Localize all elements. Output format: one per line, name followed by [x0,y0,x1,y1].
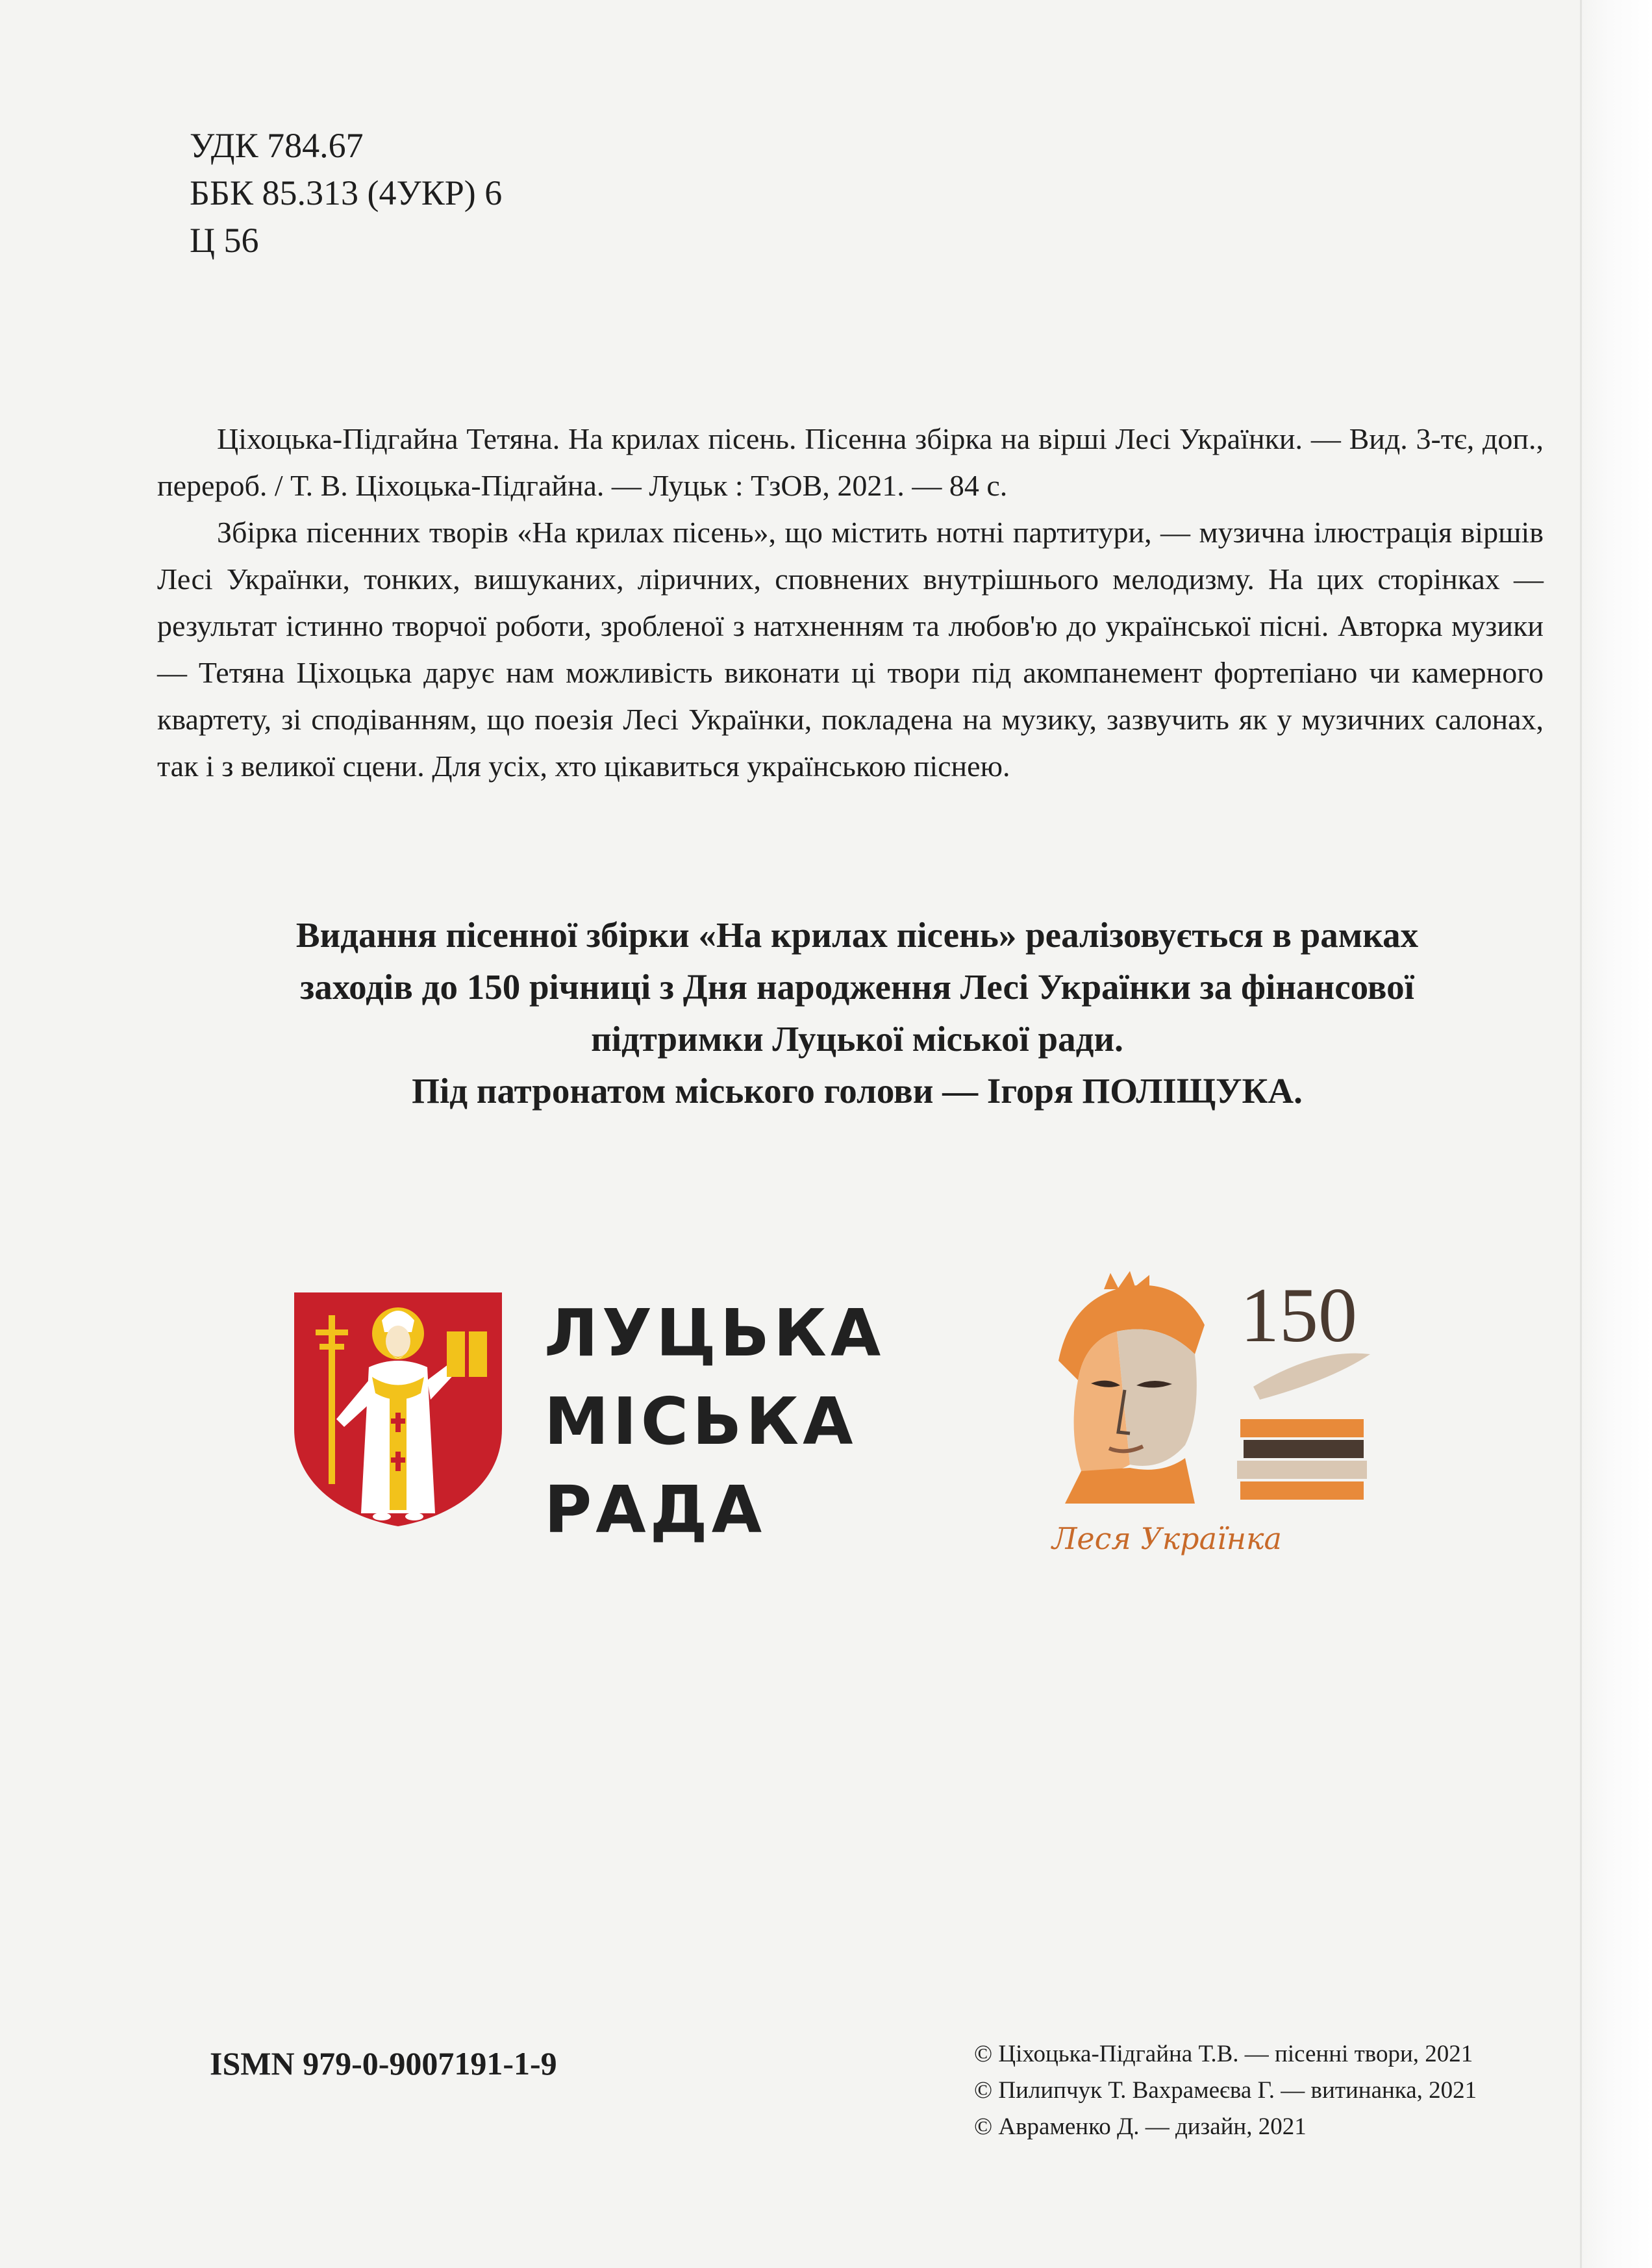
page-fold-line [1580,0,1582,2268]
page-edge [1581,0,1652,2268]
council-name-line-3: РАДА [544,1472,766,1548]
lesya-ukrainka-portrait-icon [1045,1270,1409,1556]
lesya-ukrainka-150-logo [1045,1270,1409,1559]
bibliographic-abstract [157,416,1544,790]
coat-of-arms-icon [291,1289,505,1530]
anniversary-number: 150 [1240,1272,1357,1358]
funding-line-2: заходів до 150 річниці з Дня народження Лесі Українки за фінансової [300,967,1414,1007]
copyright-line: © Пилипчук Т. Вахрамеєва Г. — витинанка, 2021 [974,2077,1477,2104]
copyright-block [974,2036,1477,2145]
funding-notice [172,909,1542,1117]
funding-line-3: підтримки Луцької міської ради. [591,1019,1123,1059]
council-name-line-2: МІСЬКА [544,1383,857,1459]
udk-code: УДК 784.67 [190,126,364,165]
patronage-line: Під патронатом міського голови — Ігоря ПОЛІЩУКА. [412,1071,1303,1111]
copyright-line: © Ціхоцька-Підгайна Т.В. — пісенні твори, 2021 [974,2041,1473,2067]
copyright-line: © Авраменко Д. — дизайн, 2021 [974,2113,1307,2140]
bbk-code: ББК 85.313 (4УКР) 6 [190,173,503,212]
lesya-signature: Леся Українка [1052,1521,1282,1556]
annotation: Збірка пісенних творів «На крилах пісень», що містить нотні партитури, — музична ілюстрація віршів Лесі Українки, тонких, вишуканих, ліричних, сповнених внутрішнього мелодизму. На цих сторінках — результат істинно творчої роботи, зробленої з натхненням та любов'ю до української пісні. Авторка музики — Тетяна Ціхоцька дарує нам можливість виконати ці твори під акомпанемент фортепіано чи камерного квартету, зі сподіванням, що поезія Лесі Українки, покладена на музику, зазвучить як у музичних салонах, так і з великої сцени. Для усіх, хто цікавиться українською піснею. [157,516,1544,783]
author-mark: Ц 56 [190,221,259,260]
classification-block [190,122,502,264]
council-name [544,1289,884,1554]
council-name-line-1: ЛУЦЬКА [544,1295,885,1371]
funding-line-1: Видання пісенної збірки «На крилах пісень» реалізовується в рамках [295,915,1419,955]
citation: Ціхоцька-Підгайна Тетяна. На крилах пісень. Пісенна збірка на вірші Лесі Українки. — Вид. 3-тє, доп., перероб. / Т. В. Ціхоцька-Підгайна. — Луцьк : ТзОВ, 2021. — 84 с. [157,422,1544,502]
ismn-number: ISMN 979-0-9007191-1-9 [210,2045,557,2082]
